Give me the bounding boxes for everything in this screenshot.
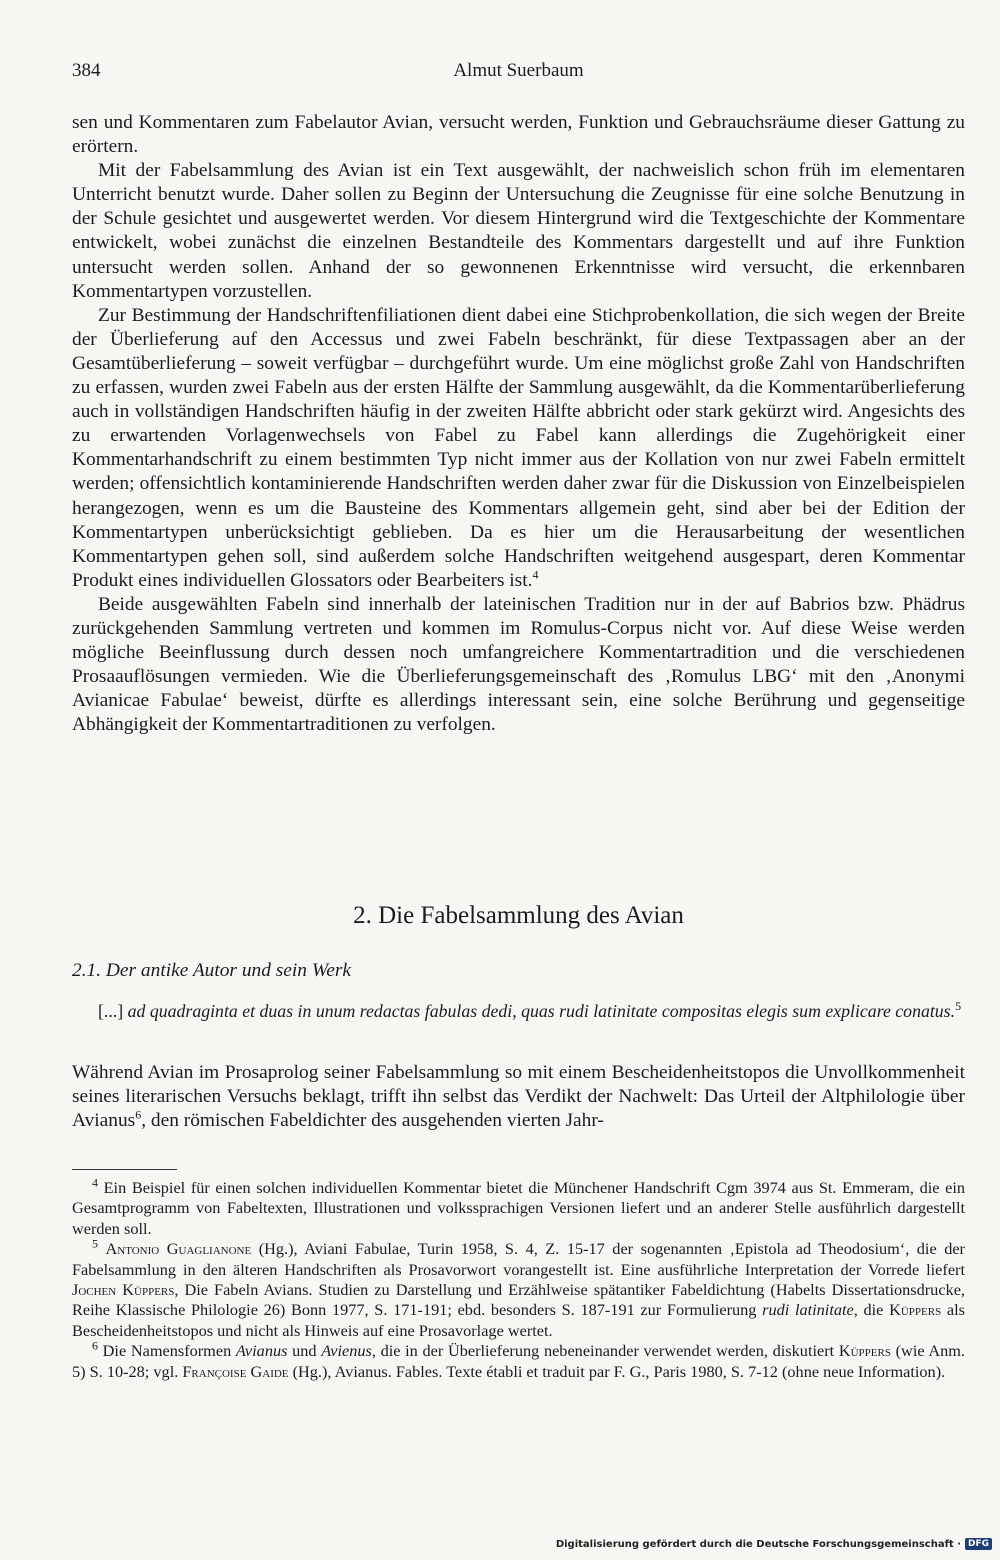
footnotes	[72, 1175, 965, 1382]
footnote-ref[interactable]: 6	[135, 1107, 142, 1122]
dfg-logo: DFG	[965, 1538, 992, 1550]
footnote-text: , die	[853, 1300, 890, 1320]
paragraph: Mit der Fabelsammlung des Avian ist ein Text ausgewählt, der nachweislich schon früh im elementaren Unterricht benutzt wurde. Daher sollen zu Beginn der Untersuchung die Zeugnisse für eine solche Benutzung in der Schule gesichtet und ausgewertet werden. Vor diesem Hintergrund wird die Textgeschichte der Kommentare entwickelt, wobei zunächst die einzelnen Bestandteile des Kommentars dargestellt und auf ihre Funktion untersucht werden sollen. Anhand der so gewonnenen Erkenntnisse wird versucht, die erkennbaren Kommentartypen vorzustellen.	[72, 160, 965, 302]
author-name: Jochen Küppers	[72, 1280, 175, 1300]
subsection-heading: 2.1. Der antike Autor und sein Werk	[72, 960, 351, 981]
footnote-divider	[72, 1169, 177, 1170]
body-text	[72, 111, 965, 737]
epigraph-latin: ad quadraginta et duas in unum redactas fabulas dedi, quas rudi latinitate compositas elegis sum explicare conatus.	[127, 1001, 956, 1021]
author-name: Antonio Guaglianone	[105, 1239, 252, 1259]
paragraph	[72, 1061, 965, 1133]
footnote-text: Die Namensformen	[98, 1341, 236, 1361]
latin-term: Avianus	[235, 1341, 288, 1361]
footnote-number: 5	[92, 1236, 98, 1251]
footnote-text: , die in der Überlieferung nebeneinander verwendet werden, diskutiert	[371, 1341, 839, 1361]
author-name: Küppers	[838, 1341, 891, 1361]
paragraph-text: , den römischen Fabeldichter des ausgehenden vierten Jahr-	[141, 1110, 604, 1132]
footnote-4	[72, 1175, 965, 1239]
footnote-5	[72, 1236, 965, 1341]
footnote-number: 4	[92, 1175, 98, 1190]
paragraph	[72, 304, 965, 593]
footnote-text: (Hg.), Avianus. Fables. Texte établi et traduit par F. G., Paris 1980, S. 7-12 (ohne neue Information).	[288, 1361, 946, 1381]
page-header	[72, 60, 965, 90]
author-name: Küppers	[889, 1300, 942, 1320]
epigraph-prefix: [...]	[98, 1001, 128, 1021]
footnote-text: , Die Fabeln Avians. Studien zu Darstellung und Erzählweise spätantiker Fabeldichtung (Habelts Dissertationsdrucke, Reihe Klassische Philologie 26) Bonn 1977, S. 171-191; ebd. besonders S. 187-191 zur Formulierung	[72, 1280, 965, 1320]
funding-note	[556, 1538, 992, 1550]
footnote-text: und	[287, 1341, 322, 1361]
running-head: Almut Suerbaum	[453, 60, 584, 81]
footnote-ref[interactable]: 5	[955, 999, 962, 1014]
section-heading: 2. Die Fabelsammlung des Avian	[353, 902, 684, 929]
paragraph-text: Während Avian im Prosaprolog seiner Fabelsammlung so mit einem Bescheidenheitstopos die Unvollkommenheit seines literarischen Versuchs beklagt, trifft ihn selbst das Verdikt der Nachwelt: Das Urteil der Altphilologie über Avianus	[72, 1062, 965, 1132]
footnote-text: Ein Beispiel für einen solchen individuellen Kommentar bietet die Münchener Handschrift Cgm 3974 aus St. Emmeram, die ein Gesamtprogramm von Fabeltexten, Illustrationen und volkssprachigen Versionen liefert und an anderer Stelle ausführlich dargestellt werden soll.	[72, 1178, 965, 1238]
footnote-text: (wie Anm. 5) S. 10-28; vgl.	[72, 1341, 965, 1381]
page-number: 384	[72, 60, 101, 81]
funding-text: Digitalisierung gefördert durch die Deutsche Forschungsgemeinschaft ·	[555, 1538, 961, 1550]
paragraph-text: Zur Bestimmung der Handschriftenfiliationen dient dabei eine Stichprobenkollation, die sich wegen der Breite der Überlieferung auf den Accessus und zwei Fabeln beschränkt, für diese Textpassagen aber an der Gesamtüberlieferung – soweit verfügbar – durchgeführt wurde. Um eine möglichst große Zahl von Handschriften zu erfassen, wurden zwei Fabeln aus der ersten Hälfte der Sammlung ausgewählt, da die Kommentarüberlieferung auch in vollständigen Handschriften häufig in der zweiten Hälfte abbricht oder stark gekürzt wird. Angesichts des zu erwartenden Vorlagenwechsels von Fabel zu Fabel kann allerdings die Zugehörigkeit einer Kommentarhandschrift zu einem bestimmten Typ nicht immer aus der Kollation von nur zwei Fabeln ermittelt werden; offensichtlich kontaminierende Handschriften werden daher zwar für die Diskussion von Einzelbeispielen herangezogen, wenn es um die Bausteine des Kommentars allgemein geht, sind aber bei der Edition der Kommentartypen unberücksichtigt geblieben. Da es hier um die Herausarbeitung der wesentlichen Kommentartypen gehen soll, sind außerdem solche Handschriften weitgehend ausgespart, deren Kommentar Produkt eines individuellen Glossators oder Bearbeiters ist.	[72, 304, 965, 591]
latin-term: Avienus	[321, 1341, 372, 1361]
author-name: Françoise Gaide	[182, 1361, 289, 1381]
footnote-ref[interactable]: 4	[532, 567, 539, 582]
epigraph-quote	[98, 1000, 965, 1023]
footnote-text: als Bescheidenheitstopos und nicht als Hinweis auf eine Prosavorlage wertet.	[72, 1300, 965, 1340]
footnote-6	[72, 1338, 965, 1382]
footnote-number: 6	[92, 1338, 98, 1353]
footnote-text: (Hg.), Aviani Fabulae, Turin 1958, S. 4, Z. 15-17 der sogenannten ‚Epistola ad Theodosium‘, die der Fabelsammlung in den älteren Handschriften als Prosavorwort vorangestellt ist. Eine ausführliche Interpretation der Vorrede liefert	[72, 1239, 965, 1279]
paragraph: Beide ausgewählten Fabeln sind innerhalb der lateinischen Tradition nur in der auf Babrios bzw. Phädrus zurückgehenden Sammlung vertreten und kommen im Romulus-Corpus nicht vor. Auf diese Weise werden mögliche Beeinflussung durch dessen noch umfangreichere Kommentartradition und die verschiedenen Prosaauflösungen vermieden. Wie die Überlieferungsgemeinschaft des ‚Romulus LBG‘ mit den ‚Anonymi Avianicae Fabulae‘ beweist, dürfte es allerdings interessant sein, eine solche Berührung und gegenseitige Abhängigkeit der Kommentartraditionen zu verfolgen.	[72, 593, 965, 736]
paragraph: sen und Kommentaren zum Fabelautor Avian, versucht werden, Funktion und Gebrauchsräume dieser Gattung zu erörtern.	[72, 112, 965, 158]
latin-term: rudi latinitate	[762, 1300, 854, 1320]
